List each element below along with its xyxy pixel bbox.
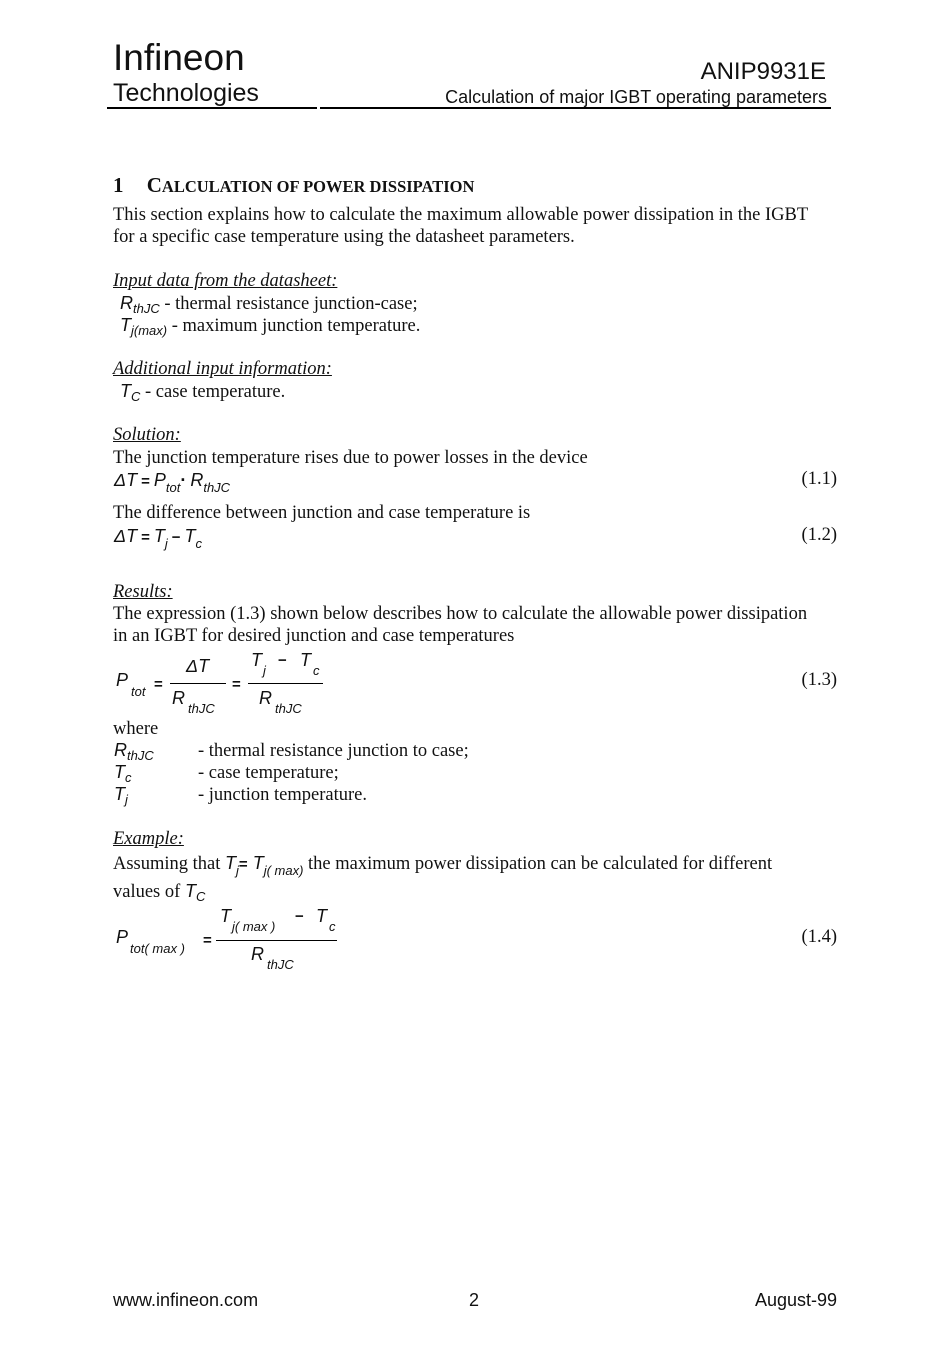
symbol-rthjc: $R_{thJC}$ bbox=[120, 293, 160, 316]
def-symbol-rthjc: $R_{thJC}$ bbox=[114, 740, 154, 763]
document-title: Calculation of major IGBT operating parameters bbox=[445, 87, 827, 107]
example-line-1: Assuming that $T_j= T_{j( max)}$ the maximum power dissipation can be calculated for different bbox=[113, 853, 773, 878]
equation-1-1: $\Delta T = P_{tot}\cdot R_{thJC}$ bbox=[114, 470, 231, 495]
def-tj: - junction temperature. bbox=[198, 785, 368, 805]
def-symbol-tc: $T_c$ bbox=[114, 762, 132, 785]
symbol-tjmax: $T_{j(max)}$ bbox=[120, 315, 168, 338]
footer-date: August-99 bbox=[754, 1290, 837, 1310]
def-rthjc: - thermal resistance junction to case; bbox=[198, 741, 469, 761]
section-title-initial: C bbox=[146, 173, 162, 197]
intro-line-1: This section explains how to calculate the maximum allowable power dissipation in the IGBT bbox=[113, 205, 809, 225]
additional-input-heading: Additional input information: bbox=[113, 359, 332, 379]
example-line-2: values of $T_C$ bbox=[113, 881, 206, 904]
solution-heading: Solution: bbox=[113, 425, 181, 445]
example-heading: Example: bbox=[113, 829, 184, 849]
where-label: where bbox=[113, 719, 159, 739]
input-item-tjmax: $T_{j(max)}$ - maximum junction temperature. bbox=[120, 315, 421, 338]
equation-1-2: $\Delta T = T_j - T_c$ bbox=[114, 526, 202, 551]
section-heading bbox=[113, 173, 474, 198]
equation-number-1-4: (1.4) bbox=[801, 927, 837, 947]
additional-item-tc: $T_C$ - case temperature. bbox=[120, 381, 286, 404]
equation-number-1-1: (1.1) bbox=[801, 469, 837, 489]
company-subtitle: Technologies bbox=[113, 79, 259, 107]
solution-line-1: The junction temperature rises due to power losses in the device bbox=[113, 448, 588, 468]
input-data-heading: Input data from the datasheet: bbox=[113, 271, 338, 291]
equation-number-1-2: (1.2) bbox=[801, 525, 837, 545]
results-line-2: in an IGBT for desired junction and case temperatures bbox=[113, 626, 515, 646]
header-rule-left bbox=[107, 107, 317, 109]
footer-website[interactable]: www.infineon.com bbox=[113, 1290, 259, 1310]
section-number: 1 bbox=[113, 173, 124, 197]
def-symbol-tj: $T_j$ bbox=[114, 784, 128, 807]
results-line-1: The expression (1.3) shown below describes how to calculate the allowable power dissipation bbox=[113, 604, 808, 624]
input-item-rthjc: $R_{thJC}$ - thermal resistance junction-case; bbox=[120, 293, 418, 316]
footer-page-number: 2 bbox=[469, 1290, 480, 1310]
equation-number-1-3: (1.3) bbox=[801, 670, 837, 690]
section-title-rest: ALCULATION OF POWER DISSIPATION bbox=[161, 177, 475, 196]
document-id: ANIP9931E bbox=[700, 58, 826, 85]
header-rule-right bbox=[320, 107, 831, 109]
symbol-tc: $T_C$ bbox=[120, 381, 141, 404]
intro-line-2: for a specific case temperature using the datasheet parameters. bbox=[113, 227, 575, 247]
solution-line-2: The difference between junction and case temperature is bbox=[113, 503, 531, 523]
results-heading: Results: bbox=[113, 582, 173, 602]
company-name: Infineon bbox=[113, 37, 245, 78]
def-tc: - case temperature; bbox=[198, 763, 339, 783]
